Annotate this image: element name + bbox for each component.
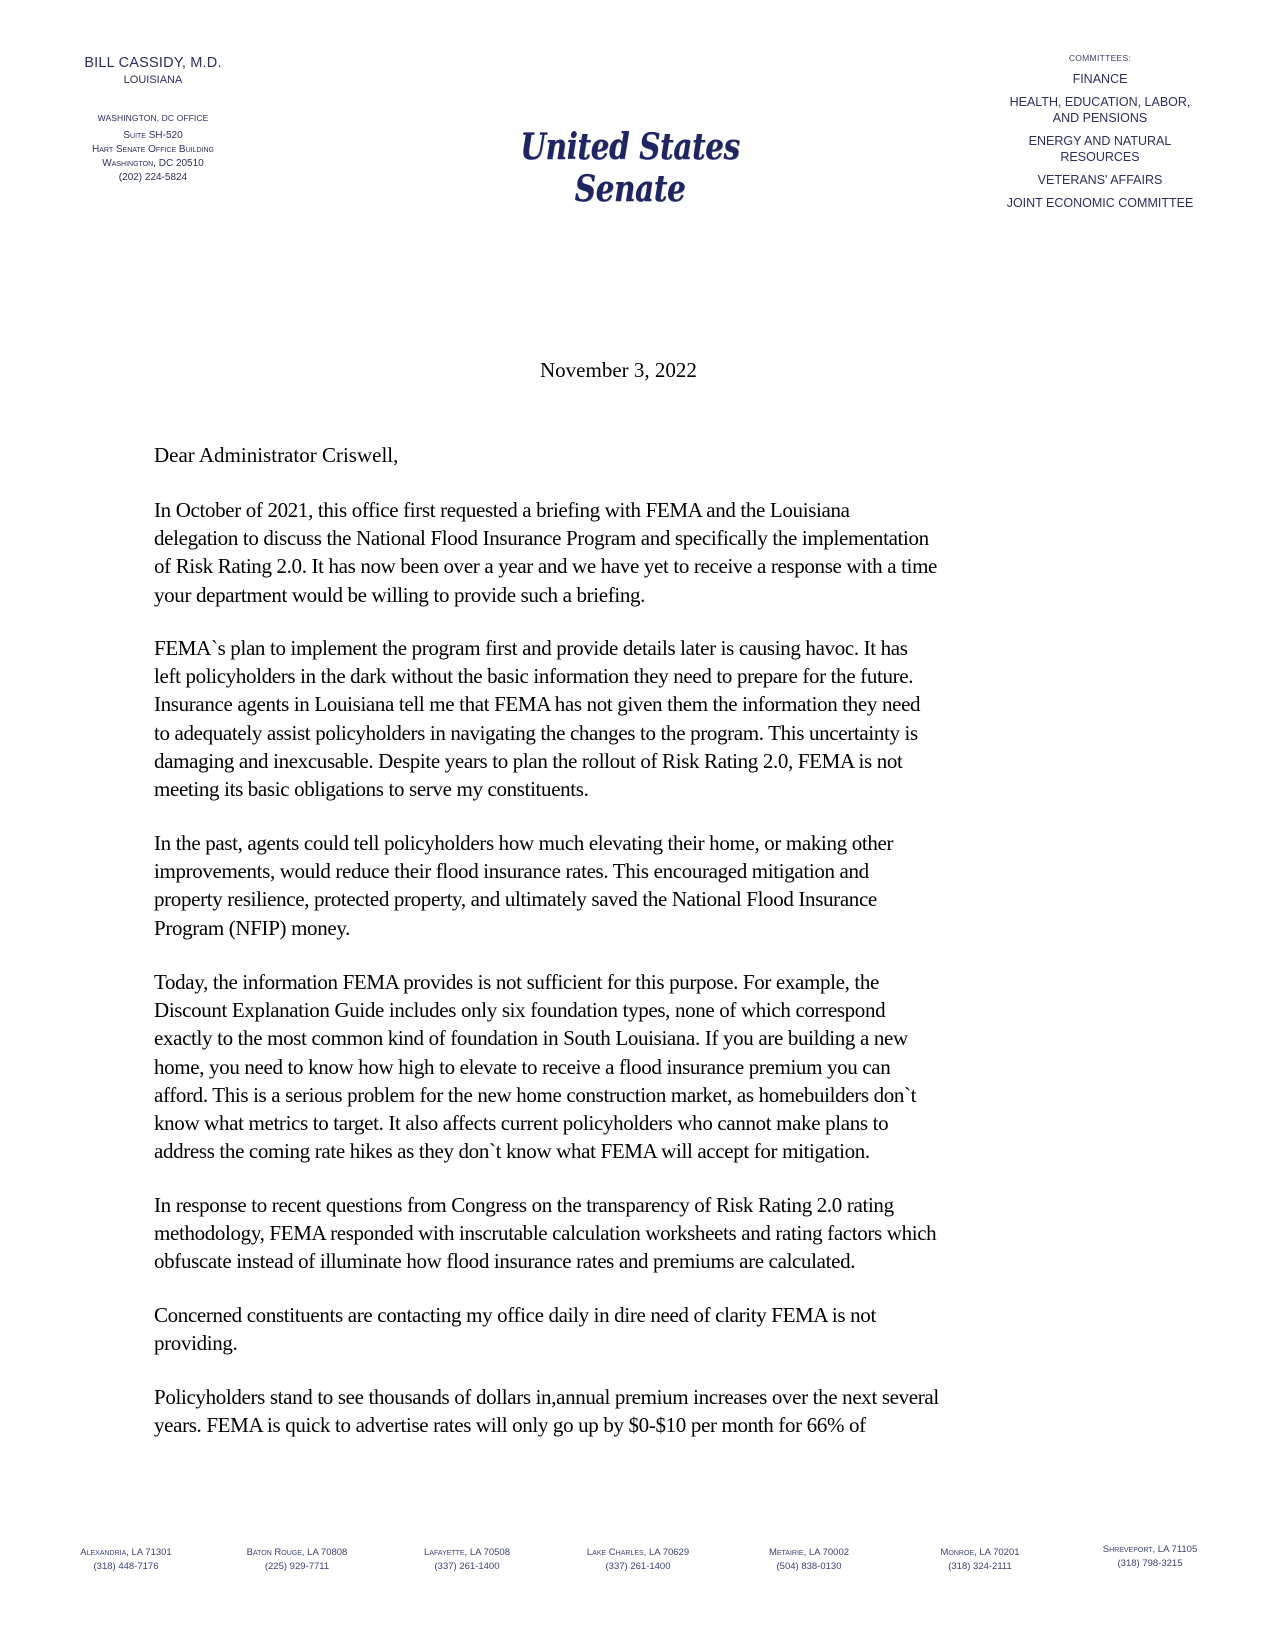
paragraph-1 [154, 496, 1114, 609]
committee-energy [960, 133, 1240, 165]
paragraph-line: property resilience, protected property, and ultimately saved the National Flood Insurance [154, 887, 877, 912]
office-monroe [895, 1546, 1065, 1574]
letter-date: November 3, 2022 [540, 358, 697, 382]
office-phone: (225) 929-7711 [264, 1561, 330, 1572]
office-city: Alexandria, LA 71301 [80, 1547, 172, 1558]
paragraph-line: of Risk Rating 2.0. It has now been over a year and we have yet to receive a response with a time [154, 554, 938, 579]
paragraph-7 [154, 1383, 1114, 1439]
paragraph-line: delegation to discuss the National Flood Insurance Program and specifically the implementation [154, 526, 929, 551]
office-phone: (318) 324-2111 [948, 1561, 1012, 1572]
dc-office-address [53, 129, 253, 185]
paragraph-line: left policyholders in the dark without the basic information they need to prepare for the future. [154, 664, 914, 689]
paragraph-line: methodology, FEMA responded with inscrutable calculation worksheets and rating factors which [154, 1221, 937, 1246]
paragraph-line: Insurance agents in Louisiana tell me that FEMA has not given them the information they need [154, 692, 921, 717]
paragraph-line: Concerned constituents are contacting my office daily in dire need of clarity FEMA is not [154, 1303, 876, 1327]
paragraph-line: know what metrics to target. It also affects current policyholders who cannot make plans to [154, 1111, 889, 1136]
paragraph-line: years. FEMA is quick to advertise rates will only go up by $0-$10 per month for 66% of [154, 1413, 866, 1438]
address-line-phone: (202) 224-5824 [118, 172, 188, 183]
paragraph-line: damaging and inexcusable. Despite years to plan the rollout of Risk Rating 2.0, FEMA is not [154, 748, 903, 773]
office-phone: (504) 838-0130 [776, 1561, 842, 1572]
paragraph-line: home, you need to know how high to elevate to receive a flood insurance premium you can [154, 1054, 891, 1079]
paragraph-line: Policyholders stand to see thousands of dollars in,annual premium increases over the next several [154, 1385, 939, 1409]
office-lafayette [382, 1546, 552, 1574]
office-metairie [724, 1546, 894, 1574]
salutation: Dear Administrator Criswell, [154, 443, 399, 467]
paragraph-line: exactly to the most common kind of foundation in South Louisiana. If you are building a new [154, 1026, 908, 1051]
senate-logo-block [430, 126, 830, 210]
senator-info-block [53, 54, 253, 185]
office-baton-rouge [212, 1546, 382, 1574]
paragraph-line: Today, the information FEMA provides is not sufficient for this purpose. For example, the [154, 970, 880, 994]
committee-energy-line1: ENERGY AND NATURAL [1028, 134, 1172, 148]
senate-logo: United States Senate [520, 126, 740, 210]
committee-help [960, 94, 1240, 126]
committee-energy-line2: RESOURCES [1060, 150, 1140, 164]
committee-finance: FINANCE [1072, 72, 1128, 86]
office-city: Baton Rouge, LA 70808 [246, 1547, 348, 1558]
dc-office-label: WASHINGTON, DC OFFICE [97, 113, 209, 123]
paragraph-line: In October of 2021, this office first requested a briefing with FEMA and the Louisiana [154, 498, 850, 522]
office-lake-charles [553, 1546, 723, 1574]
paragraph-line: afford. This is a serious problem for the new home construction market, as homebuilders don`t [154, 1082, 917, 1107]
paragraph-line: address the coming rate hikes as they don`t know what FEMA will accept for mitigation. [154, 1139, 870, 1164]
paragraph-6 [154, 1301, 1114, 1357]
address-line-suite: Suite SH-520 [123, 130, 183, 141]
paragraph-2 [154, 634, 1114, 803]
committee-help-line1: HEALTH, EDUCATION, LABOR, [1009, 95, 1191, 109]
office-phone: (337) 261-1400 [605, 1561, 671, 1572]
paragraph-line: In the past, agents could tell policyholders how much elevating their home, or making other [154, 831, 894, 855]
committee-joint-economic: JOINT ECONOMIC COMMITTEE [1006, 196, 1194, 210]
paragraph-line: your department would be willing to provide such a briefing. [154, 582, 646, 607]
office-phone: (337) 261-1400 [434, 1561, 500, 1572]
paragraph-3 [154, 829, 1114, 942]
senator-name: BILL CASSIDY, M.D. [84, 55, 222, 71]
paragraph-line: Program (NFIP) money. [154, 915, 351, 940]
paragraph-line: In response to recent questions from Congress on the transparency of Risk Rating 2.0 rating [154, 1193, 894, 1217]
senator-state: LOUISIANA [123, 74, 183, 86]
paragraph-line: to adequately assist policyholders in navigating the changes to the program. This uncertainty is [154, 720, 918, 745]
office-city: Metairie, LA 70002 [768, 1547, 850, 1558]
paragraph-line: meeting its basic obligations to serve my constituents. [154, 777, 589, 802]
address-line-building: Hart Senate Office Building [92, 144, 214, 155]
paragraph-line: Discount Explanation Guide includes only six foundation types, none of which correspond [154, 998, 886, 1023]
office-phone: (318) 798-3215 [1117, 1558, 1183, 1569]
paragraph-line: improvements, would reduce their flood insurance rates. This encouraged mitigation and [154, 859, 869, 884]
paragraph-4 [154, 968, 1114, 1165]
paragraph-5 [154, 1191, 1114, 1276]
office-city: Lafayette, LA 70508 [424, 1547, 510, 1558]
paragraph-line: FEMA`s plan to implement the program first and provide details later is causing havoc. It has [154, 636, 908, 660]
office-city: Shreveport, LA 71105 [1102, 1544, 1198, 1555]
committees-label: COMMITTEES: [1068, 53, 1132, 63]
paragraph-line: providing. [154, 1331, 238, 1356]
office-alexandria [41, 1546, 211, 1574]
office-city: Monroe, LA 70201 [940, 1547, 1020, 1558]
address-line-city: Washington, DC 20510 [102, 158, 204, 169]
committee-help-line2: AND PENSIONS [1052, 111, 1148, 125]
state-offices-footer [0, 1546, 1265, 1586]
committee-veterans: VETERANS' AFFAIRS [1037, 173, 1163, 187]
office-city: Lake Charles, LA 70629 [586, 1547, 690, 1558]
office-shreveport [1065, 1543, 1235, 1571]
office-phone: (318) 448-7176 [93, 1561, 159, 1572]
committees-block [960, 52, 1240, 211]
paragraph-line: obfuscate instead of illuminate how flood insurance rates and premiums are calculated. [154, 1249, 856, 1274]
